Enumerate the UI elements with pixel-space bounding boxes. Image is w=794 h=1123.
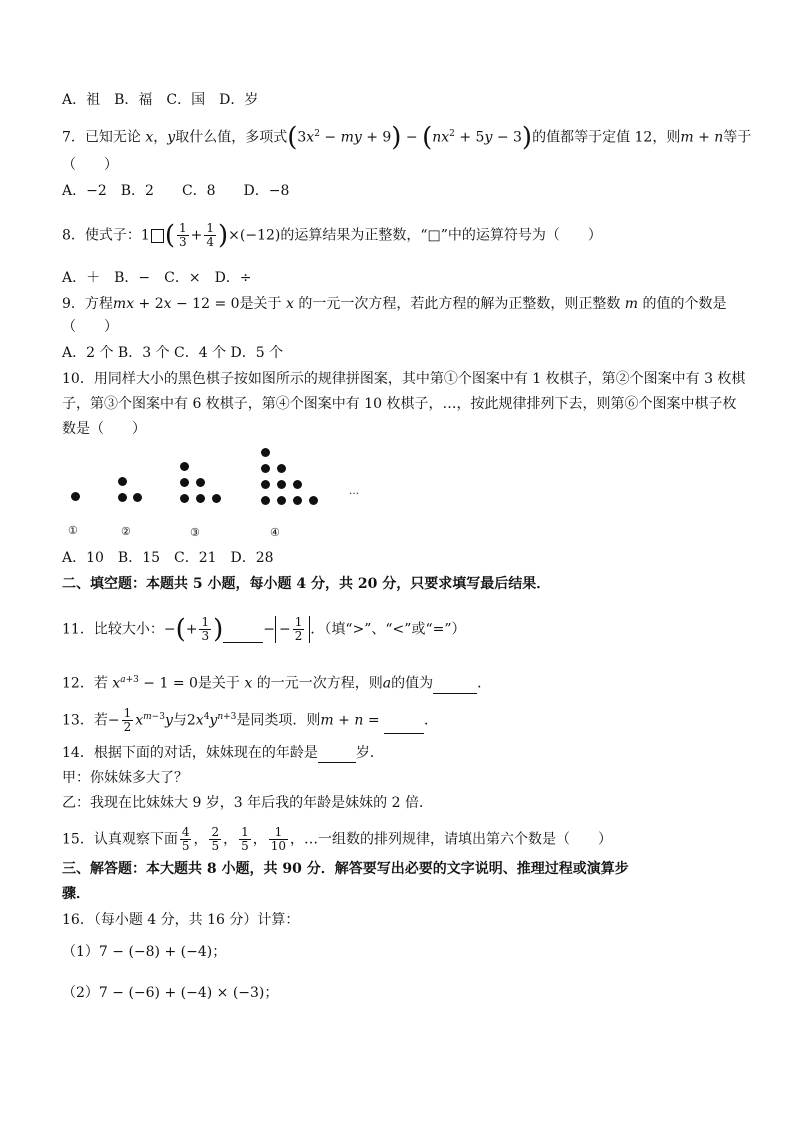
question-11: 11．比较大小：−(+ $\frac{1}{3}$ ) − − $\frac{1}{2}$ ．（填“>”、“<”或“=”） [62,614,466,645]
q6-options: A．祖 B．福 C．国 D．岁 [62,92,259,108]
pattern-label-2: ② [121,525,131,538]
question-12: 12．若 $x^{a+3} - 1 = 0$是关于 x 的一元一次方程，则a的值为 ． [62,675,492,692]
chess-piece [261,496,270,505]
chess-piece [180,494,189,503]
section-3-heading-line2: 骤． [62,886,90,902]
q10-line3: 数是（ ） [62,421,146,437]
q16-title: 16．（每小题 4 分，共 16 分）计算： [62,912,300,928]
chess-piece [180,462,189,471]
chess-piece [261,464,270,473]
question-15: 15．认真观察下面 $\frac{4}{5}$ ， $\frac{2}{5}$ ， $\frac{1}{5}$ ， $\frac{1}{10}$ ，…一组数的排列规律，请填出第六个数是（ ） [62,825,613,853]
chess-piece [277,464,286,473]
section-3-heading-line1: 三、解答题：本大题共 8 小题，共 90 分．解答要写出必要的文字说明、推理过程或演算步 [62,861,629,877]
chess-piece [309,496,318,505]
q11-answer-blank[interactable] [223,626,263,643]
question-9: 9．方程mx + 2x − 12 = 0是关于 x 的一元一次方程，若此方程的解为正整数，则正整数 m 的值的个数是 [62,296,727,312]
q14-dialog-yi: 乙：我现在比妹妹大 9 岁，3 年后我的年龄是妹妹的 2 倍． [62,795,433,811]
pattern-label-3: ③ [190,526,200,539]
chess-piece [293,496,302,505]
chess-piece [133,493,142,502]
pattern-ellipsis: … [349,486,360,497]
q10-line1: 10．用同样大小的黑色棋子按如图所示的规律拼图案，其中第①个图案中有 1 枚棋子，第②个图案中有 3 枚棋 [62,371,746,387]
q13-answer-blank[interactable] [384,717,424,734]
pattern-label-4: ④ [270,526,280,539]
q10-options: A．10 B．15 C．21 D．28 [62,550,274,566]
chess-piece [196,478,205,487]
q8-options: A．＋ B．− C．× D．÷ [62,270,252,286]
question-7: 7．已知无论 x，y取什么值，多项式($3x^2$ − my + $9) - (nx^2 + 5y - 3)$的值都等于定值 12，则m + n等于 [62,122,752,153]
q16-part1: （1）7 − (−8) + (−4)； [62,944,227,960]
chess-piece [212,494,221,503]
pattern-label-1: ① [68,524,78,537]
question-8: 8．使式子：1 ( $\frac{1}{3}$ + $\frac{1}{4}$ )×(−12)的运算结果为正整数，“□”中的运算符号为（ ） [62,220,602,251]
chess-piece [71,492,80,501]
operator-box [151,229,164,243]
chess-piece [180,478,189,487]
chess-piece [277,480,286,489]
chess-piece [196,494,205,503]
q14-answer-blank[interactable] [318,746,356,763]
q7-paren: （ ） [62,157,118,173]
q9-paren: （ ） [62,319,118,335]
chess-piece [293,480,302,489]
chess-piece [277,496,286,505]
q16-part2: （2）7 − (−6) + (−4) × (−3)； [62,985,279,1001]
q14-dialog-jia: 甲：你妹妹多大了？ [62,770,188,786]
chess-piece [118,477,127,486]
question-13: 13．若− $\frac{1}{2}$ $x^{m-3}y$与$2x^4y^{n+3}$是同类项．则m + n = ． [62,706,439,735]
q9-options: A．2 个 B．3 个 C．4 个 D．5 个 [62,345,284,361]
question-14: 14．根据下面的对话，妹妹现在的年龄是 岁． [62,745,384,761]
chess-piece [261,448,270,457]
chess-piece [118,493,127,502]
q12-answer-blank[interactable] [433,677,477,694]
q10-line2: 子，第③个图案中有 6 枚棋子，第④个图案中有 10 枚棋子，…，按此规律排列下去，则第⑥个图案中棋子枚 [62,396,737,412]
section-2-heading: 二、填空题：本题共 5 小题，每小题 4 分，共 20 分，只要求填写最后结果． [62,576,551,592]
q7-options: A．−2 B．2 C．8 D．−8 [62,183,290,199]
chess-piece [261,480,270,489]
